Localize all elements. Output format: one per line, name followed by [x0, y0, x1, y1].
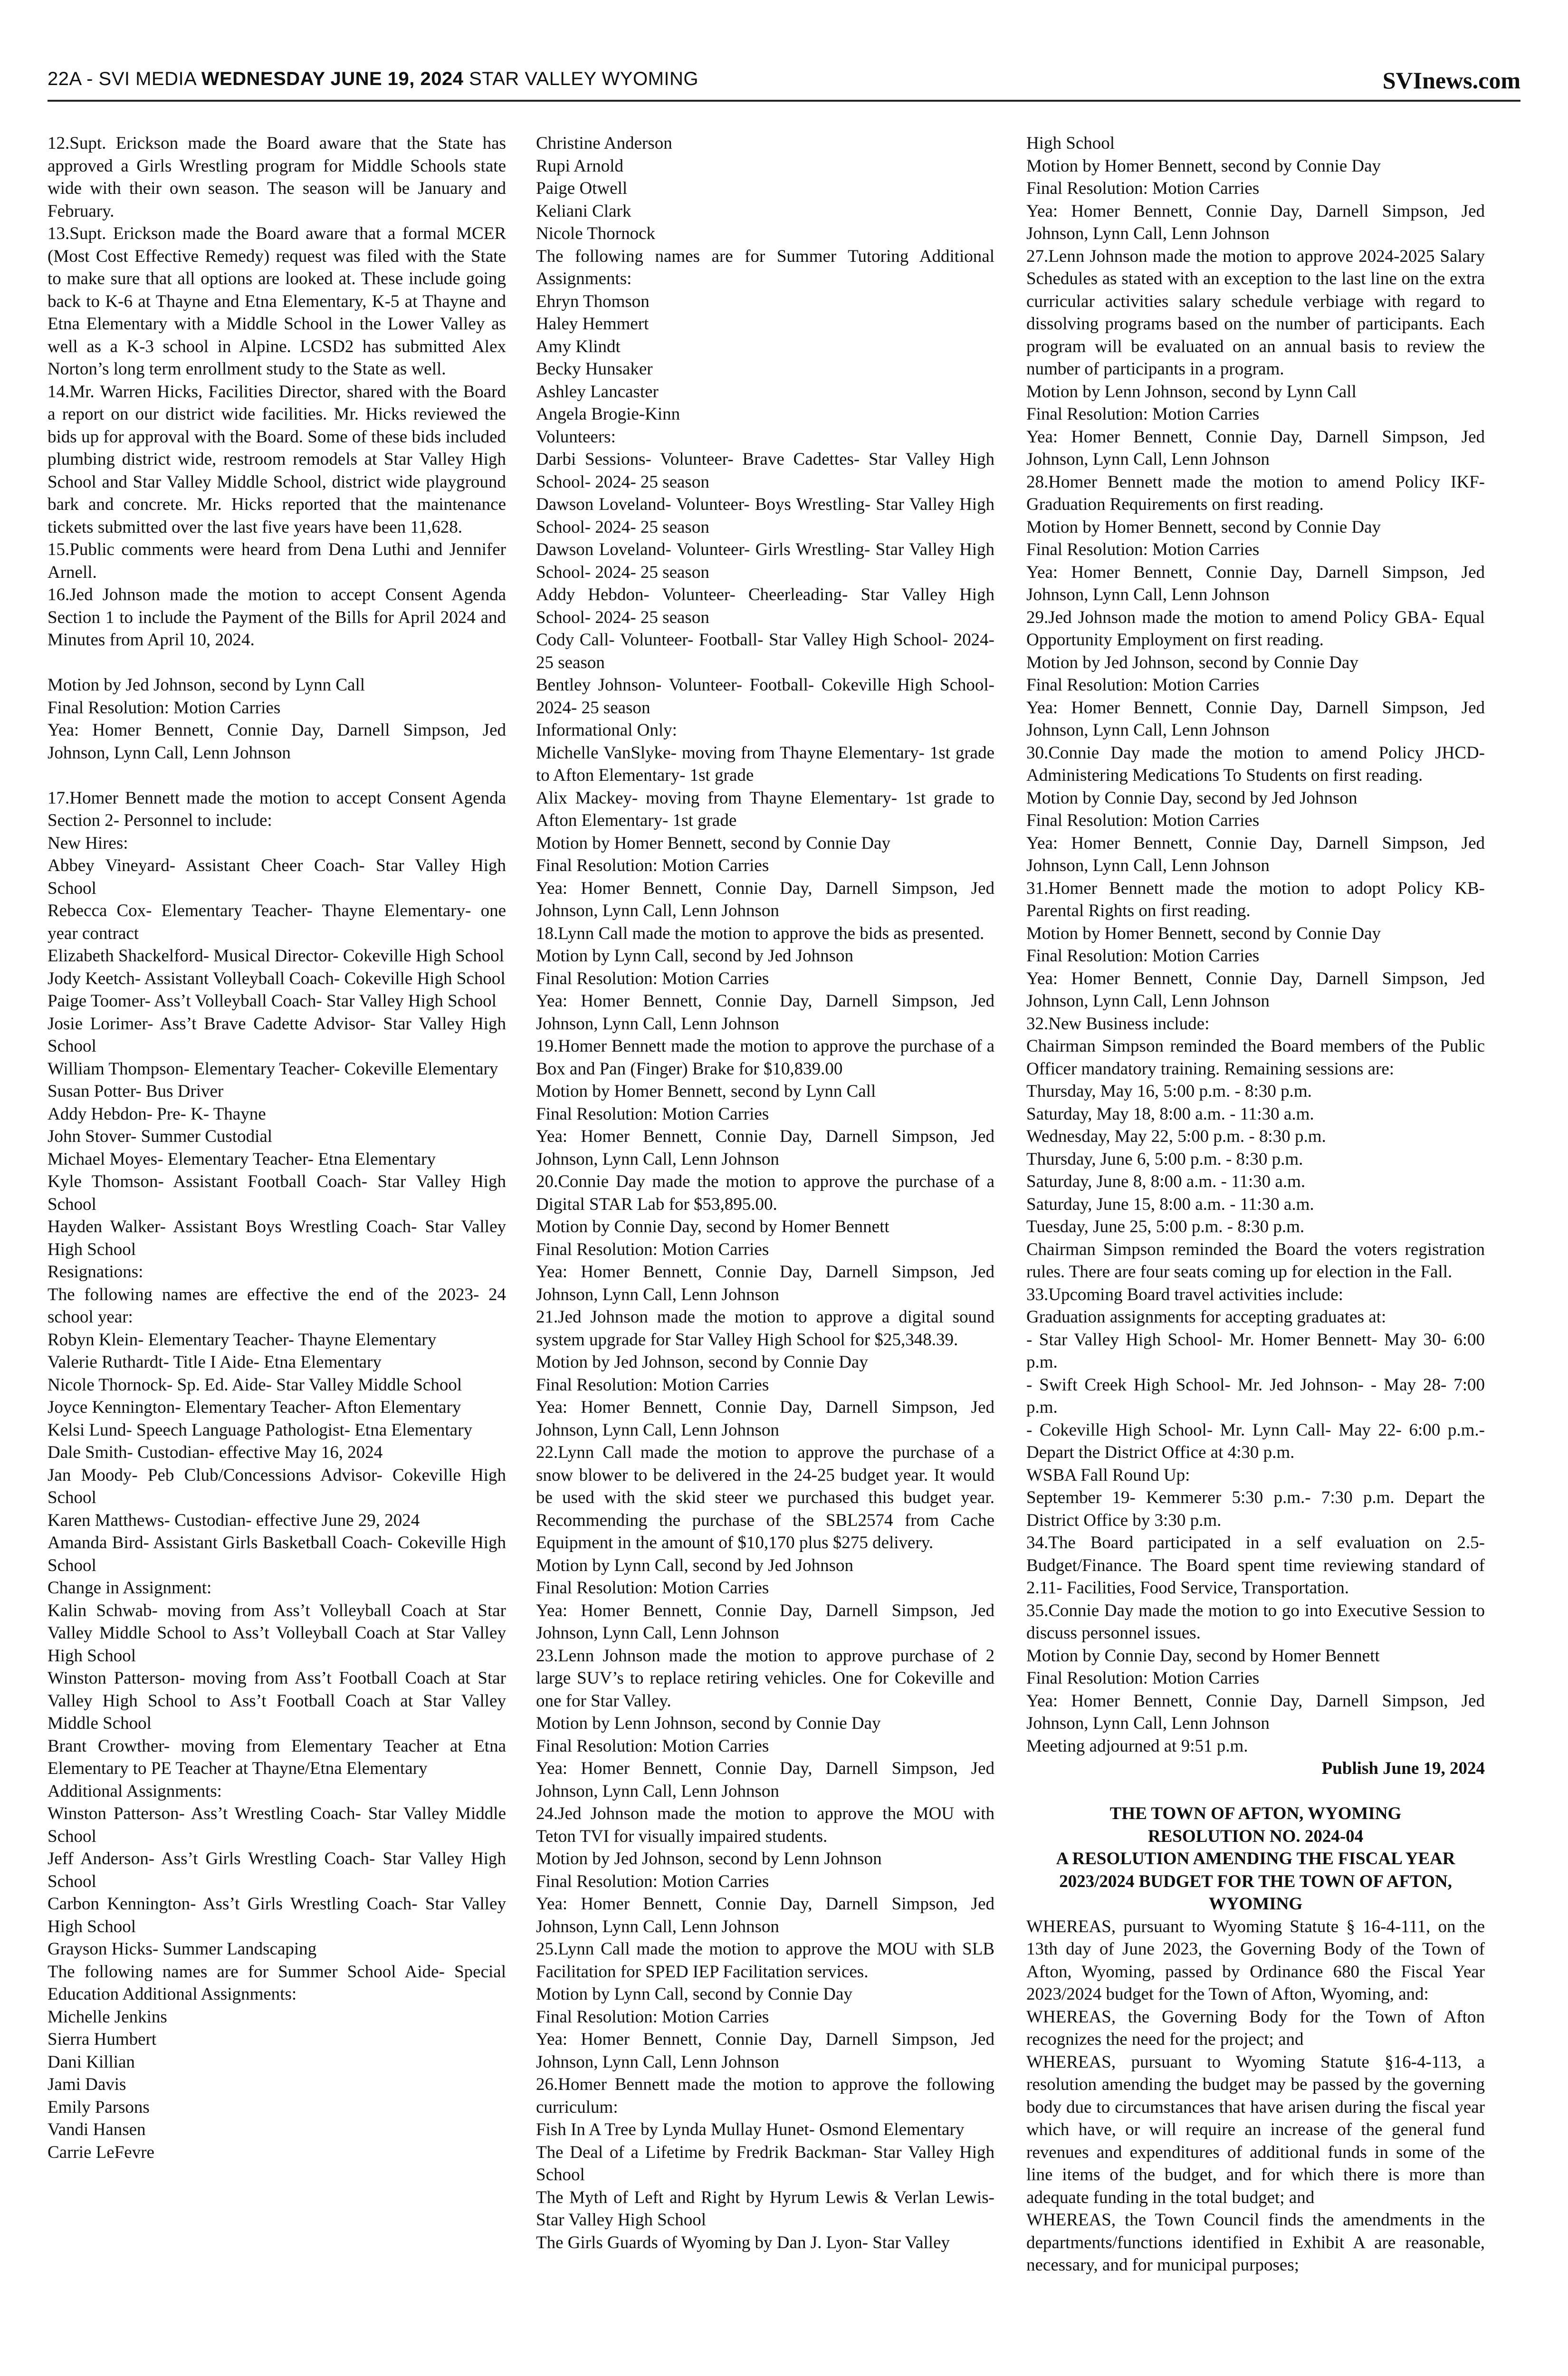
resolution-paragraph: WHEREAS, pursuant to Wyoming Statute §16-4-113, a resolution amending the budget may be passed by the governing body due to circumstances that have arisen during the fiscal year which have, or will require an increase of the general fund revenues and expenditures of additional funds in some of the line items of the budget, and for which there is more than adequate funding in the total budget; and [1026, 2052, 1485, 2207]
column-3-body [1026, 132, 1485, 1757]
column-paragraph: Kelsi Lund- Speech Language Pathologist- Etna Elementary [48, 1420, 472, 1440]
column-paragraph: Yea: Homer Bennett, Connie Day, Darnell Simpson, Jed Johnson, Lynn Call, Lenn Johnson [1026, 562, 1485, 604]
column-paragraph: Joyce Kennington- Elementary Teacher- Afton Elementary [48, 1398, 461, 1417]
column-paragraph: Darbi Sessions- Volunteer- Brave Cadettes- Star Valley High School- 2024- 25 season [536, 450, 994, 492]
column-paragraph: Thursday, May 16, 5:00 p.m. - 8:30 p.m. [1026, 1082, 1312, 1101]
column-paragraph: Hayden Walker- Assistant Boys Wrestling Coach- Star Valley High School [48, 1217, 506, 1259]
column-paragraph: Motion by Connie Day, second by Homer Bennett [1026, 1646, 1380, 1666]
column-paragraph: Paige Otwell [536, 179, 628, 198]
column-paragraph: Susan Potter- Bus Driver [48, 1082, 224, 1101]
column-paragraph: Karen Matthews- Custodian- effective June 29, 2024 [48, 1510, 420, 1530]
column-paragraph: 28.Homer Bennett made the motion to amend Policy IKF- Graduation Requirements on first reading. [1026, 472, 1485, 514]
column-paragraph: Volunteers: [536, 427, 616, 447]
column-paragraph: 19.Homer Bennett made the motion to approve the purchase of a Box and Pan (Finger) Brake for $10,839.00 [536, 1036, 994, 1079]
column-paragraph: The Myth of Left and Right by Hyrum Lewis & Verlan Lewis- Star Valley High School [536, 2187, 994, 2230]
column-paragraph: Dani Killian [48, 2052, 135, 2072]
column-paragraph: 18.Lynn Call made the motion to approve the bids as presented. [536, 923, 985, 943]
column-paragraph: 35.Connie Day made the motion to go into Executive Session to discuss personnel issues. [1026, 1600, 1485, 1643]
column-paragraph: Final Resolution: Motion Carries [536, 856, 769, 875]
column-paragraph: Yea: Homer Bennett, Connie Day, Darnell Simpson, Jed Johnson, Lynn Call, Lenn Johnson [1026, 833, 1485, 875]
column-paragraph: 22.Lynn Call made the motion to approve the purchase of a snow blower to be delivered in the 24-25 budget year. It would be used with the skid steer we purchased this budget year. Recommending the purchase of the SBL2574 from Cache Equipment in the amount of $10,170 plus $275 delivery. [536, 1443, 994, 1552]
column-paragraph: Haley Hemmert [536, 314, 649, 334]
column-paragraph: Final Resolution: Motion Carries [536, 1871, 769, 1891]
column-paragraph: Yea: Homer Bennett, Connie Day, Darnell Simpson, Jed Johnson, Lynn Call, Lenn Johnson [536, 1127, 994, 1169]
column-1 [48, 132, 506, 2375]
column-paragraph: Yea: Homer Bennett, Connie Day, Darnell Simpson, Jed Johnson, Lynn Call, Lenn Johnson [536, 2030, 994, 2072]
column-paragraph: Yea: Homer Bennett, Connie Day, Darnell Simpson, Jed Johnson, Lynn Call, Lenn Johnson [1026, 1691, 1485, 1733]
column-paragraph: Jody Keetch- Assistant Volleyball Coach- Cokeville High School [48, 968, 506, 988]
column-paragraph: 25.Lynn Call made the motion to approve the MOU with SLB Facilitation for SPED IEP Facilitation services. [536, 1939, 994, 1982]
column-paragraph: 27.Lenn Johnson made the motion to approve 2024-2025 Salary Schedules as stated with an exception to the last line on the extra curricular activities salary schedule verbiage with regard to dissolving programs based on the number of participants. Each program will be evaluated on an annual basis to review the number of participants in a program. [1026, 246, 1485, 379]
column-paragraph: - Star Valley High School- Mr. Homer Bennett- May 30- 6:00 p.m. [1026, 1330, 1485, 1372]
column-paragraph: Yea: Homer Bennett, Connie Day, Darnell Simpson, Jed Johnson, Lynn Call, Lenn Johnson [536, 878, 994, 920]
section-gap [1026, 1780, 1485, 1803]
column-paragraph: Change in Assignment: [48, 1578, 212, 1598]
column-paragraph: Saturday, May 18, 8:00 a.m. - 11:30 a.m. [1026, 1104, 1314, 1124]
column-paragraph: Motion by Jed Johnson, second by Lynn Call [48, 675, 365, 695]
column-paragraph: Carrie LeFevre [48, 2142, 154, 2162]
column-paragraph: High School [1026, 134, 1115, 153]
column-paragraph: Dawson Loveland- Volunteer- Girls Wrestling- Star Valley High School- 2024- 25 season [536, 540, 994, 582]
column-paragraph: 12.Supt. Erickson made the Board aware that the State has approved a Girls Wrestling program for Middle Schools state wide with their own season. The season will be January and February. [48, 134, 506, 221]
column-paragraph: Ashley Lancaster [536, 382, 659, 402]
column-paragraph: Bentley Johnson- Volunteer- Football- Cokeville High School- 2024- 25 season [536, 675, 994, 718]
resolution-paragraph: WHEREAS, the Governing Body for the Town of Afton recognizes the need for the project; and [1026, 2007, 1485, 2049]
column-paragraph: The following names are for Summer School Aide- Special Education Additional Assignments: [48, 1962, 506, 2004]
column-paragraph: Yea: Homer Bennett, Connie Day, Darnell Simpson, Jed Johnson, Lynn Call, Lenn Johnson [48, 720, 506, 763]
column-paragraph: Final Resolution: Motion Carries [536, 1104, 769, 1124]
column-paragraph: Wednesday, May 22, 5:00 p.m. - 8:30 p.m. [1026, 1127, 1326, 1146]
column-paragraph: Final Resolution: Motion Carries [1026, 811, 1260, 830]
column-paragraph: 17.Homer Bennett made the motion to accept Consent Agenda Section 2- Personnel to include: [48, 788, 506, 830]
column-paragraph: 34.The Board participated in a self evaluation on 2.5- Budget/Finance. The Board spent time reviewing standard of 2.11- Facilities, Food Service, Transportation. [1026, 1533, 1485, 1598]
column-paragraph: Yea: Homer Bennett, Connie Day, Darnell Simpson, Jed Johnson, Lynn Call, Lenn Johnson [536, 1759, 994, 1801]
column-paragraph: Final Resolution: Motion Carries [1026, 404, 1260, 424]
publish-line: Publish June 19, 2024 [1321, 1759, 1485, 1778]
column-paragraph: 24.Jed Johnson made the motion to approve the MOU with Teton TVI for visually impaired students. [536, 1804, 994, 1846]
column-paragraph: Addy Hebdon- Volunteer- Cheerleading- Star Valley High School- 2024- 25 season [536, 585, 994, 627]
column-paragraph: Final Resolution: Motion Carries [536, 1239, 769, 1259]
column-paragraph: Kyle Thomson- Assistant Football Coach- Star Valley High School [48, 1172, 506, 1214]
column-paragraph: Chairman Simpson reminded the Board members of the Public Officer mandatory training. Remaining sessions are: [1026, 1036, 1485, 1079]
column-paragraph: Yea: Homer Bennett, Connie Day, Darnell Simpson, Jed Johnson, Lynn Call, Lenn Johnson [536, 1398, 994, 1440]
page-header [48, 67, 1520, 102]
column-paragraph: Final Resolution: Motion Carries [48, 698, 281, 718]
column-paragraph: Keliani Clark [536, 201, 631, 221]
column-paragraph: Motion by Homer Bennett, second by Connie Day [1026, 517, 1381, 537]
column-paragraph: Amanda Bird- Assistant Girls Basketball Coach- Cokeville High School [48, 1533, 506, 1575]
resolution-notice [1026, 1802, 1485, 2277]
column-paragraph: Rebecca Cox- Elementary Teacher- Thayne Elementary- one year contract [48, 901, 506, 943]
column-paragraph: Saturday, June 15, 8:00 a.m. - 11:30 a.m. [1026, 1194, 1314, 1214]
column-paragraph: Motion by Jed Johnson, second by Connie Day [536, 1352, 868, 1372]
column-paragraph: Josie Lorimer- Ass’t Brave Cadette Advisor- Star Valley High School [48, 1014, 506, 1056]
column-2 [536, 132, 994, 2375]
column-paragraph: Motion by Lenn Johnson, second by Lynn Call [1026, 382, 1357, 402]
column-paragraph: 16.Jed Johnson made the motion to accept Consent Agenda Section 1 to include the Payment of the Bills for April 2024 and Minutes from April 10, 2024. [48, 585, 506, 650]
column-paragraph: Winston Patterson- moving from Ass’t Football Coach at Star Valley High School to Ass’t Football Coach at Star Valley Middle School [48, 1668, 506, 1733]
column-paragraph: 20.Connie Day made the motion to approve the purchase of a Digital STAR Lab for $53,895.00. [536, 1172, 994, 1214]
column-paragraph: Jan Moody- Peb Club/Concessions Advisor- Cokeville High School [48, 1465, 506, 1507]
column-paragraph: The Girls Guards of Wyoming by Dan J. Lyon- Star Valley [536, 2232, 950, 2252]
column-paragraph: Informational Only: [536, 720, 677, 740]
column-paragraph: Final Resolution: Motion Carries [536, 968, 769, 988]
column-paragraph: The Deal of a Lifetime by Fredrik Backman- Star Valley High School [536, 2142, 994, 2184]
column-paragraph: Jeff Anderson- Ass’t Girls Wrestling Coach- Star Valley High School [48, 1849, 506, 1891]
column-paragraph: Final Resolution: Motion Carries [536, 1736, 769, 1756]
column-paragraph: WSBA Fall Round Up: [1026, 1465, 1190, 1485]
column-paragraph: Motion by Lynn Call, second by Jed Johnson [536, 1555, 854, 1575]
column-paragraph: Valerie Ruthardt- Title I Aide- Etna Elementary [48, 1352, 382, 1372]
column-paragraph: 31.Homer Bennett made the motion to adopt Policy KB- Parental Rights on first reading. [1026, 878, 1485, 920]
column-paragraph: Motion by Connie Day, second by Homer Bennett [536, 1217, 889, 1236]
column-paragraph: 30.Connie Day made the motion to amend Policy JHCD- Administering Medications To Students on first reading. [1026, 743, 1485, 785]
column-paragraph: 21.Jed Johnson made the motion to approve a digital sound system upgrade for Star Valley High School for $25,348.39. [536, 1307, 994, 1350]
resolution-heading-title: A RESOLUTION AMENDING THE FISCAL YEAR 2023/2024 BUDGET FOR THE TOWN OF AFTON, WYOMING [1056, 1849, 1455, 1914]
header-section: 22A - SVI MEDIA [48, 68, 196, 89]
column-paragraph: Motion by Jed Johnson, second by Connie Day [1026, 652, 1358, 672]
column-paragraph: Resignations: [48, 1262, 143, 1282]
column-paragraph: Saturday, June 8, 8:00 a.m. - 11:30 a.m. [1026, 1172, 1306, 1191]
column-paragraph: Becky Hunsaker [536, 359, 653, 379]
column-paragraph: Chairman Simpson reminded the Board the voters registration rules. There are four seats coming up for election in the Fall. [1026, 1239, 1485, 1282]
column-paragraph: Motion by Homer Bennett, second by Lynn Call [536, 1082, 876, 1101]
column-paragraph: Michelle Jenkins [48, 2007, 167, 2027]
column-paragraph: John Stover- Summer Custodial [48, 1127, 273, 1146]
column-paragraph: Angela Brogie-Kinn [536, 404, 680, 424]
column-paragraph: Jami Davis [48, 2075, 126, 2094]
header-paper: STAR VALLEY WYOMING [469, 68, 699, 89]
column-paragraph: Nicole Thornock [536, 224, 656, 243]
column-paragraph: 14.Mr. Warren Hicks, Facilities Director, shared with the Board a report on our district wide facilities. Mr. Hicks reviewed the bids up for approval with the Board. Some of these bids included plumbing district wide, restroom remodels at Star Valley High School and Star Valley Middle School, district wide playground bark and concrete. Mr. Hicks reported that the maintenance tickets submitted over the last five years have been 11,628. [48, 382, 506, 537]
resolution-heading-number: RESOLUTION NO. 2024-04 [1147, 1826, 1364, 1846]
column-paragraph: Kalin Schwab- moving from Ass’t Volleyball Coach at Star Valley Middle School to Ass’t Volleyball Coach at Star Valley High School [48, 1600, 506, 1666]
column-paragraph: Final Resolution: Motion Carries [1026, 946, 1260, 966]
column-paragraph: Vandi Hansen [48, 2120, 146, 2139]
column-paragraph: Michael Moyes- Elementary Teacher- Etna Elementary [48, 1149, 436, 1169]
column-paragraph: Carbon Kennington- Ass’t Girls Wrestling Coach- Star Valley High School [48, 1894, 506, 1936]
column-paragraph: 23.Lenn Johnson made the motion to approve purchase of 2 large SUV’s to replace retiring vehicles. One for Cokeville and one for Star Valley. [536, 1646, 994, 1711]
header-site: SVInews.com [1382, 67, 1520, 94]
column-paragraph: New Hires: [48, 833, 128, 853]
column-paragraph: 26.Homer Bennett made the motion to approve the following curriculum: [536, 2075, 994, 2117]
column-paragraph: Ehryn Thomson [536, 291, 650, 311]
column-paragraph: Motion by Homer Bennett, second by Connie Day [536, 833, 891, 853]
resolution-heading-town: THE TOWN OF AFTON, WYOMING [1109, 1804, 1402, 1823]
column-paragraph: Final Resolution: Motion Carries [1026, 540, 1260, 559]
column-paragraph: Motion by Connie Day, second by Jed Johnson [1026, 788, 1358, 808]
column-paragraph: Dawson Loveland- Volunteer- Boys Wrestling- Star Valley High School- 2024- 25 season [536, 495, 994, 537]
column-paragraph: William Thompson- Elementary Teacher- Cokeville Elementary [48, 1059, 498, 1079]
column-3 [1026, 132, 1485, 2375]
blank-line [48, 651, 506, 674]
column-paragraph: 13.Supt. Erickson made the Board aware that a formal MCER (Most Cost Effective Remedy) request was filed with the State to make sure that all options are looked at. These include going back to K-6 at Thayne and Etna Elementary, K-5 at Thayne and Etna Elementary with a Middle School in the Lower Valley as well as a K-3 school in Alpine. LCSD2 has submitted Alex Norton’s long term enrollment study to the State as well. [48, 224, 506, 379]
column-paragraph: Christine Anderson [536, 134, 672, 153]
column-paragraph: Grayson Hicks- Summer Landscaping [48, 1939, 317, 1959]
column-paragraph: - Swift Creek High School- Mr. Jed Johnson- - May 28- 7:00 p.m. [1026, 1375, 1485, 1417]
column-paragraph: Tuesday, June 25, 5:00 p.m. - 8:30 p.m. [1026, 1217, 1305, 1236]
column-paragraph: September 19- Kemmerer 5:30 p.m.- 7:30 p.m. Depart the District Office by 3:30 p.m. [1026, 1488, 1485, 1530]
column-paragraph: Alix Mackey- moving from Thayne Elementary- 1st grade to Afton Elementary- 1st grade [536, 788, 994, 830]
column-paragraph: Yea: Homer Bennett, Connie Day, Darnell Simpson, Jed Johnson, Lynn Call, Lenn Johnson [536, 991, 994, 1034]
column-paragraph: Paige Toomer- Ass’t Volleyball Coach- Star Valley High School [48, 991, 497, 1011]
column-paragraph: - Cokeville High School- Mr. Lynn Call- May 22- 6:00 p.m.- Depart the District Office at 4:30 p.m. [1026, 1420, 1485, 1462]
column-paragraph: Michelle VanSlyke- moving from Thayne Elementary- 1st grade to Afton Elementary- 1st grade [536, 743, 994, 785]
column-paragraph: Additional Assignments: [48, 1781, 222, 1801]
column-paragraph: Emily Parsons [48, 2097, 150, 2117]
column-paragraph: Motion by Homer Bennett, second by Connie Day [1026, 923, 1381, 943]
column-paragraph: Elizabeth Shackelford- Musical Director- Cokeville High School [48, 946, 504, 966]
column-paragraph: Final Resolution: Motion Carries [1026, 179, 1260, 198]
column-paragraph: 15.Public comments were heard from Dena Luthi and Jennifer Arnell. [48, 540, 506, 582]
blank-line [48, 764, 506, 787]
column-paragraph: Yea: Homer Bennett, Connie Day, Darnell Simpson, Jed Johnson, Lynn Call, Lenn Johnson [536, 1600, 994, 1643]
column-paragraph: Winston Patterson- Ass’t Wrestling Coach- Star Valley Middle School [48, 1804, 506, 1846]
column-paragraph: Amy Klindt [536, 336, 621, 356]
column-paragraph: Motion by Homer Bennett, second by Connie Day [1026, 156, 1381, 176]
column-paragraph: Sierra Humbert [48, 2030, 157, 2049]
column-paragraph: Brant Crowther- moving from Elementary Teacher at Etna Elementary to PE Teacher at Thayne/Etna Elementary [48, 1736, 506, 1778]
column-paragraph: Final Resolution: Motion Carries [1026, 675, 1260, 695]
column-paragraph: Nicole Thornock- Sp. Ed. Aide- Star Valley Middle School [48, 1375, 462, 1395]
column-paragraph: Final Resolution: Motion Carries [536, 1375, 769, 1395]
column-paragraph: Meeting adjourned at 9:51 p.m. [1026, 1736, 1248, 1756]
column-paragraph: Yea: Homer Bennett, Connie Day, Darnell Simpson, Jed Johnson, Lynn Call, Lenn Johnson [1026, 968, 1485, 1011]
column-paragraph: Yea: Homer Bennett, Connie Day, Darnell Simpson, Jed Johnson, Lynn Call, Lenn Johnson [1026, 427, 1485, 469]
header-folio [48, 68, 698, 90]
column-paragraph: Yea: Homer Bennett, Connie Day, Darnell Simpson, Jed Johnson, Lynn Call, Lenn Johnson [536, 1894, 994, 1936]
column-paragraph: 29.Jed Johnson made the motion to amend Policy GBA- Equal Opportunity Employment on first reading. [1026, 607, 1485, 650]
column-paragraph: Motion by Lynn Call, second by Jed Johnson [536, 946, 854, 966]
column-paragraph: 32.New Business include: [1026, 1014, 1210, 1034]
column-paragraph: Abbey Vineyard- Assistant Cheer Coach- Star Valley High School [48, 856, 506, 898]
column-paragraph: Motion by Lenn Johnson, second by Connie Day [536, 1714, 881, 1733]
column-paragraph: 33.Upcoming Board travel activities include: [1026, 1284, 1343, 1304]
column-paragraph: Addy Hebdon- Pre- K- Thayne [48, 1104, 266, 1124]
column-paragraph: Final Resolution: Motion Carries [536, 2007, 769, 2027]
column-paragraph: Motion by Jed Johnson, second by Lenn Johnson [536, 1849, 882, 1868]
header-date: WEDNESDAY JUNE 19, 2024 [201, 68, 464, 89]
column-paragraph: Robyn Klein- Elementary Teacher- Thayne Elementary [48, 1330, 437, 1350]
column-paragraph: Yea: Homer Bennett, Connie Day, Darnell Simpson, Jed Johnson, Lynn Call, Lenn Johnson [1026, 698, 1485, 740]
column-paragraph: Motion by Lynn Call, second by Connie Day [536, 1984, 852, 2004]
column-paragraph: Thursday, June 6, 5:00 p.m. - 8:30 p.m. [1026, 1149, 1303, 1169]
column-paragraph: Cody Call- Volunteer- Football- Star Valley High School- 2024- 25 season [536, 630, 994, 672]
resolution-paragraph: WHEREAS, the Town Council finds the amendments in the departments/functions identified in Exhibit A are reasonable, necessary, and for municipal purposes; [1026, 2210, 1485, 2275]
column-paragraph: Yea: Homer Bennett, Connie Day, Darnell Simpson, Jed Johnson, Lynn Call, Lenn Johnson [1026, 201, 1485, 243]
column-paragraph: Final Resolution: Motion Carries [1026, 1668, 1260, 1688]
column-paragraph: The following names are effective the end of the 2023- 24 school year: [48, 1284, 506, 1327]
column-paragraph: Rupi Arnold [536, 156, 623, 176]
column-paragraph: The following names are for Summer Tutoring Additional Assignments: [536, 246, 994, 288]
column-paragraph: Fish In A Tree by Lynda Mullay Hunet- Osmond Elementary [536, 2120, 965, 2139]
column-paragraph: Final Resolution: Motion Carries [536, 1578, 769, 1598]
column-paragraph: Graduation assignments for accepting graduates at: [1026, 1307, 1386, 1327]
column-paragraph: Dale Smith- Custodian- effective May 16, 2024 [48, 1443, 383, 1462]
column-paragraph: Yea: Homer Bennett, Connie Day, Darnell Simpson, Jed Johnson, Lynn Call, Lenn Johnson [536, 1262, 994, 1304]
resolution-paragraph: WHEREAS, pursuant to Wyoming Statute § 16-4-111, on the 13th day of June 2023, the Governing Body of the Town of Afton, Wyoming, passed by Ordinance 680 the Fiscal Year 2023/2024 budget for the Town of Afton, Wyoming, and: [1026, 1916, 1485, 2004]
